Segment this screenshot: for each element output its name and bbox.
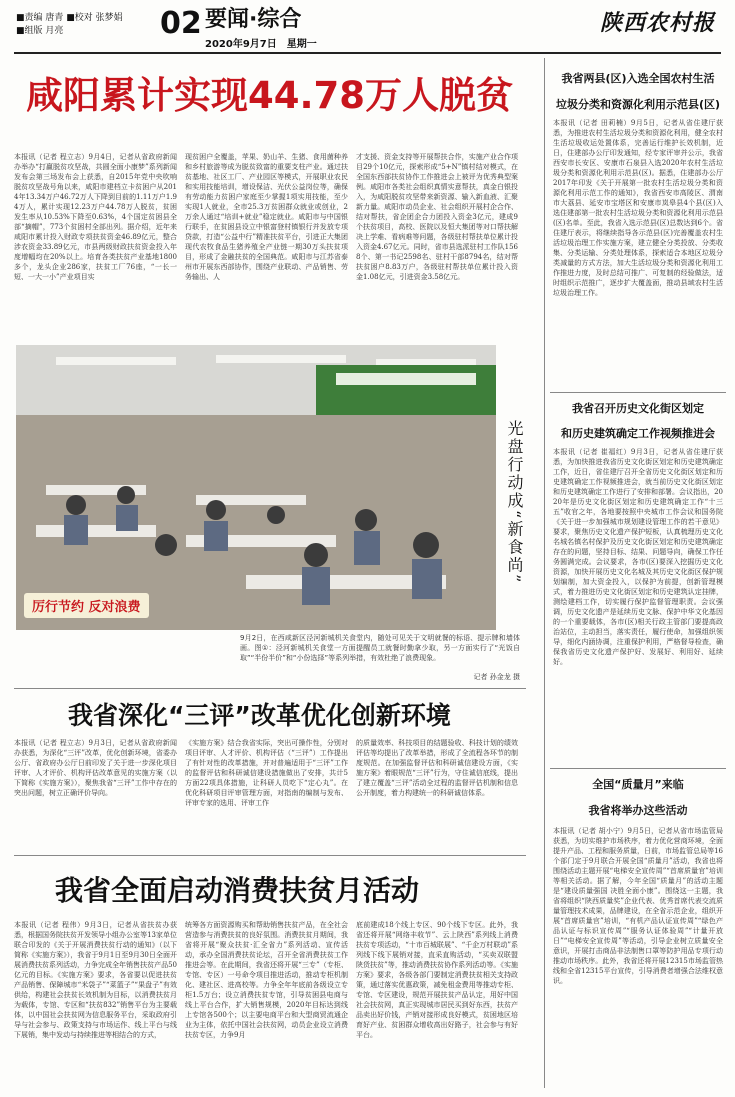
sidebar-story3-title: 我省将举办这些活动 <box>588 804 688 817</box>
editor-credit-line: ■责编 唐青 ■校对 张梦娟 <box>16 13 123 23</box>
section-rule <box>14 688 526 689</box>
sidebar-story2-title: 和历史建筑确定工作视频推进会 <box>561 427 715 440</box>
xiaofei-col2: 统筹各方面资源购买和帮助销售扶贫产品，在全社会营造参与消费扶贫的良好氛围。消费扶贫月期间，我省将开展“聚众扶贫·汇全省力”系列活动、宣传活动，承办全国消费扶贫论坛，召开全省消费扶贫工作推进会等。在此期间，我省还将开展“三专”（专柜、专馆、专区）一号命令项目推进活动，推动专柜机制化、建社区、进高校等。力争全年年底前各级设立专柜1.5万台；设立消费扶贫专馆，引导贫困县电商与线上平台合作，扩大销售规模，2020年目标达到线上专馆各500个；以主要电商平台和大型商贸流通企业为主体，依托中国社会扶贫网，动员企业设立消费扶贫专区，力争9月 <box>185 921 348 1039</box>
xiaofei-col3: 底前建成18个线上专区、90个线下专区。此外，我省还将开展“网络丰收节”、云上陕西”系列线上消费扶贫专项活动，“十市百城联展”、“千企万村联动”系列线下线下展销对接，直采直购活动，“买卖双联盟 陕货扶贫”等，推动消费扶贫协作系列活动等。《实施方案》要求，各级各部门要制定消费扶贫相关支持政策，通过落实优惠政策，减免租金费用等推动专柜、专馆、专区建设，规范开展扶贫产品认定，用好中国社会扶贫网，真正实现城市居民买到好东西，扶贫产品卖出好价钱，产销对接形成良好模式，贫困地区培育好产业、贫困群众增收高出好路子，社会参与有好平台。 <box>356 921 518 1039</box>
paper-name: 陕西农村报 <box>600 10 716 36</box>
slogan-banner: 厉行节约 反对浪费 <box>24 593 149 618</box>
sidebar-rule <box>550 768 726 769</box>
sanping-col1: 本报讯（记者 程立志）9月3日，记者从省政府新闻办获悉，为深化“三评”改革，优化创新环境，省委办公厅、省政府办公厅日前印发了关于进一步深化项目评审、人才评价、机构评估改革意见的实施方案（以下简称《实施方案》），聚焦我省“三评”工作中存在的突出问题，树立正确评价导向。 <box>14 739 177 797</box>
sidebar-story2-title: 我省召开历史文化街区划定 <box>572 402 704 415</box>
sidebar-story3-title: 全国“质量月”来临 <box>592 778 684 791</box>
sidebar-story2-body: 本报讯（记者 崔福红）9月3日，记者从省住建厅获悉，为加快推进我省历史文化街区划定和历史建筑确定工作，近日，省住建厅召开全省历史文化街区划定和历史建筑确定工作视频推进会，就当前历史文化街区划定和历史建筑确定工作进行了安排和部署。会议指出，2020年是历史文化街区划定和历史建筑确定工作“十三五”收官之年，各地要按照中央城市工作会议和国务院《关于进一步加强城市规划建设管理工作的若干意见》要求，聚焦历史文化遗产保护短板，认真梳理历史文化名城名镇名村保护及历史文化街区划定和历史建筑确定存在的问题，坚持目标、结果、问题导向，确保工作任务圆满完成。会议要求，各市(区)要深入挖掘历史文化资源，加快开展历史文化名城及其历史文化街区保护规划编制，加大资金投入，以保护为前提，创新管理模式，着力推进历史文化街区划定和历史建筑认定挂牌，测绘建档工作，切实履行保护监督管理职责。会议强调，历史文化遗产是延续历史文脉、保护中华文化基因的一个重要载体，各市(区)相关行政主管部门要提高政治站位，主动担当，落实责任，履行使命，加强组织领导，细化内涵协调，注重保护利用，严格督导检查，确保我省历史文化遗产保护好、发展好、利用好、延续好。 <box>553 448 723 666</box>
main-story-col3: 才支援、资金支持等开展帮扶合作，实施产业合作项目29个10亿元，探索形成“5+N”镇村结对模式，在全国东西部扶贫协作工作推进会上被评为优秀典型案例。咸阳市各类社会组织真情实意帮扶，真金白银投入，为咸阳脱贫攻坚带来新资源、输入新血液、汇聚新力量。咸阳市动员企业、社会组织开展村企合作、结对帮扶，省企团企合力团投入资金3亿元，建成9个扶贫项目，高校、医院以及恒大集团等对口帮扶解决上学难、看病难等问题，各级驻村帮扶单位累计投入资金4.67亿元。同时，省市县选派驻村工作队1568个、第一书记2598名、驻村干部8794名，结对帮扶贫困户8.83万户，各级驻村帮扶单位累计投入资金1.08亿元，引进资金3.58亿元。 <box>356 153 518 281</box>
photo-vertical-caption: 光盘行动成“新食尚” <box>505 420 524 585</box>
sanping-headline: 我省深化“三评”改革优化创新环境 <box>68 701 451 730</box>
section-rule <box>14 855 526 856</box>
sanping-col2: 《实施方案》结合我省实际，突出可操作性，分别对项目评审、人才评价、机构评估（“三评”）工作提出了有针对性的改革措施，并对普遍适用于“三评”工作的监督评估和科研诚信建设措施做出了安排，共计5方面22项具体措施，让科研人员吃下“定心丸”。在优化科研项目评审管理方面，对指南的编制与发布、评审专家的选用、评审工作 <box>185 739 348 807</box>
xiaofei-headline: 我省全面启动消费扶贫月活动 <box>55 874 420 907</box>
main-story-col1: 本报讯（记者 程立志）9月4日，记者从省政府新闻办举办“打赢脱贫攻坚战，共圆全面小康梦”系列新闻发布会第三场发布会上获悉，自2015年党中央吹响脱贫攻坚战号角以来，咸阳市建档立卡贫困户从2014年13.34万户46.72万人下降到目前的1.11万户1.94万人，累计实现12.23万户44.78万人脱贫，贫困发生率从10.53%下降至0.63%，4个国定贫困县全部“摘帽”，773个贫困村全部出列。据介绍，近年来咸阳市累计投入财政专项扶贫资金46.89亿元，整合涉农资金33.89亿元，市县两级财政扶贫资金投入年度增幅均在20%以上。培育各类扶贫产业基地1800多个，龙头企业286家，扶贫工厂76座，“一长一短、一大一小”产业项目实 <box>14 153 177 281</box>
canteen-photo <box>16 345 496 630</box>
sanping-col3: 的质量效率、科技项目的结题验收、科技计划的绩效评估等均提出了改革举措，形成了全流程各环节的制度规范。在加强监督评估和科研诚信建设方面，《实施方案》着眼规范“三评”行为，守住诚信底线，提出了建立覆盖“三评”活动全过程的监督评估机制和信息公开制度，着力构建统一的科研诚信体系。 <box>356 739 518 797</box>
sidebar-story1-title: 我省两县(区)入选全国农村生活 <box>561 72 715 85</box>
editor-credits <box>16 12 156 38</box>
sidebar-divider <box>544 58 545 1088</box>
masthead-rule <box>14 52 721 54</box>
photo-credit: 记者 孙金龙 摄 <box>473 673 520 681</box>
sidebar-rule <box>550 392 726 393</box>
editor-credit-line: ■组版 月亮 <box>16 26 64 36</box>
main-headline: 咸阳累计实现44.78万人脱贫 <box>26 74 514 117</box>
photo-caption: 9月2日，在西咸新区泾河新城机关食堂内，随处可见关于文明就餐的标语、提示牌和墙体画。图①：泾河新城机关食堂一方面提醒员工就餐时勤拿少取，另一方面实行了“光饭自取”“半份半价”和“小份选择”等系列举措，有效杜绝了浪费现象。 <box>240 634 520 662</box>
main-story-col2: 现贫困户全覆盖，苹果、奶山羊、生猪、食用菌种养和乡村旅游等成为脱贫致富的重要支柱产业。通过扶贫基地、社区工厂、产业园区等模式，开展职业农民和实用技能培训，增设保洁、光伏公益岗位等，确保有劳动能力贫困户家庭至少掌握1项实用技能，至少实现1人就业，全市25.3万贫困群众就业或创业，2万余人通过“培训+就业”稳定就业。咸阳市与中国银行联手，在贫困县设立中银富登村镇银行并发放专项贷款，打造“公益中行”精准扶贫平台，引进正大集团现代农牧食品生猪养殖全产业链一期30万头扶贫项目，形成了金融扶贫的全国典范。咸阳市与江苏省泰州市开展东西部协作，围绕产业联动、产品销售、劳务输出、人 <box>185 153 348 281</box>
xiaofei-col1: 本报讯（记者 程伟）9月3日，记者从省扶贫办获悉，根据国务院扶贫开发领导小组办公室等13家单位联合印发的《关于开展消费扶贫行动的通知》（以下简称《实施方案》），我省于9月1日至9月30日全面开展消费扶贫系列活动，力争完成全年销售扶贫产品50亿元的目标。《实施方案》要求，各省要以促进扶贫产品销售、保障城市“米袋子”“菜篮子”“果盘子”有效供给，构建社会扶贫长效机制为目标，以消费扶贫月为载体，专馆、专区和“扶贫832”销售平台为主要载体，以中国社会扶贫网为信息服务平台，采取政府引导与社会参与、政策支持与市场运作、线上平台与线下展销，集中发动与持续推进等相结合的方式， <box>14 921 177 1039</box>
sidebar-story1-body: 本报讯（记者 田莉楠）9月5日，记者从省住建厅获悉，为推进农村生活垃圾分类和资源化利用，健全农村生活垃圾收运处置体系，完善运行维护长效机制，近日，住建部办公厅印发通知，经专家评审并公示，我省西安市长安区、安康市石泉县入选2020年农村生活垃圾分类和资源化利用示范县(区)。据悉，住建部办公厅2017年印发《关于开展第一批农村生活垃圾分类和资源化利用示范工作的通知》，我省西安市高陵区、渭南市大荔县、延安市宝塔区和安康市岚皋县4个县(区)入选住建部第一批农村生活垃圾分类和资源化利用示范县(区)名单。至此，我省入选示范县(区)总数达到6个。省住建厅表示，将继续指导各示范县(区)完善覆盖农村生活垃圾治理工作实施方案，建立健全分类投放、分类收集、分类运输、分类处理体系，探索适合本地区垃圾分类减量的方式方法，加大生活垃圾分类和资源化利用工作推进力度，及时总结可推广、可复制的经验做法，适时组织示范推广，逐步扩大覆盖面，推动县域农村生活垃圾治理工作。 <box>553 119 723 297</box>
sidebar-story3-body: 本报讯（记者 胡小宁）9月5日，记者从省市场监管局获悉，为切实维护市场秩序，着力优化营商环境，全面提升产品、工程和服务质量，日前，市场监管总局等16个部门定于9月联合开展全国“质量月”活动，我省也将围绕活动主题开展“电梯安全宣传周”“首席质量官”培训等相关活动。据了解，今年全国“质量月”的活动主题是“建设质量强国 决胜全面小康”。围绕这一主题，我省将组织“陕西质量奖”企业代表、优秀首席代表交流质量管理技术成果，品牌建设，在全省示范企业，组织开展“首席质量官”培训，“有机产品认证宣传周”“绿色产品认证与标识宣传周”“服务认证体验周”“计量开放日”“电梯安全宣传周”等活动，引导企业树立质量安全意识，开展打击商品非法制售口罩等防护用品专项行动推动市场秩序。此外，我省还将开展12315市场监管热线和全省12315平台宣传，引导消费者增强合法维权意识。 <box>553 827 723 985</box>
canteen-illustration <box>16 345 496 630</box>
page-number: 02 <box>160 6 202 41</box>
section-title: 要闻·综合 <box>205 7 302 32</box>
date-line: 2020年9月7日 星期一 <box>205 39 317 50</box>
sidebar-story1-title: 垃圾分类和资源化利用示范县(区) <box>555 98 721 111</box>
